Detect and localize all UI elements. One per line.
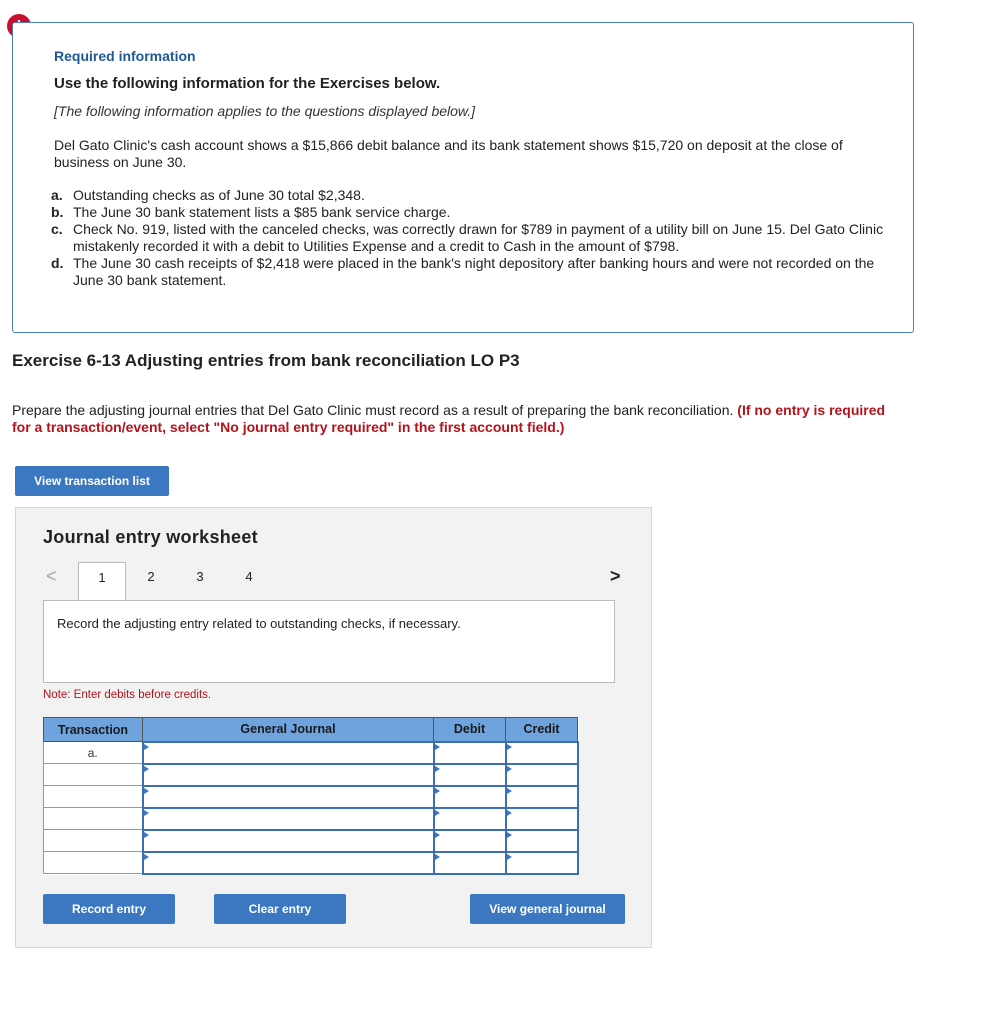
list-item — [51, 221, 891, 255]
transaction-header: Transaction — [44, 718, 143, 742]
list-letter: a. — [51, 187, 63, 203]
list-text: Outstanding checks as of June 30 total $2,348. — [73, 187, 365, 203]
list-letter: b. — [51, 204, 64, 220]
table-row — [44, 742, 578, 764]
account-select[interactable] — [143, 830, 434, 852]
required-information-panel — [12, 22, 914, 333]
credit-input[interactable] — [506, 808, 578, 830]
credit-input[interactable] — [506, 786, 578, 808]
credit-input[interactable] — [506, 830, 578, 852]
credit-input[interactable] — [506, 764, 578, 786]
instruction-heading: Use the following information for the Exercises below. — [54, 75, 441, 92]
tab-1[interactable]: 1 — [78, 562, 126, 600]
journal-table — [43, 717, 579, 875]
table-row — [44, 830, 578, 852]
credit-input[interactable] — [506, 742, 578, 764]
view-transaction-list-button[interactable]: View transaction list — [15, 466, 169, 496]
debit-input[interactable] — [434, 742, 506, 764]
list-text: The June 30 bank statement lists a $85 bank service charge. — [73, 204, 451, 220]
table-row — [44, 764, 578, 786]
credit-header: Credit — [506, 718, 578, 742]
debit-header: Debit — [434, 718, 506, 742]
worksheet-title: Journal entry worksheet — [43, 527, 258, 547]
transaction-cell — [44, 830, 143, 852]
transaction-cell — [44, 764, 143, 786]
debit-credit-note: Note: Enter debits before credits. — [43, 689, 212, 701]
prompt-note: (If no entry is required for a transaction/event, select "No journal entry required" in the first account field.) — [12, 402, 886, 435]
tab-3[interactable]: 3 — [196, 569, 204, 584]
required-information-heading: Required information — [54, 48, 196, 64]
debit-input[interactable] — [434, 852, 506, 874]
list-text: Check No. 919, listed with the canceled checks, was correctly drawn for $789 in payment of a utility bill on June 15. Del Gato Clinic mistakenly recorded it with a debit to Utilities Expense and a credit to Cash in the amount of $798. — [73, 221, 884, 254]
list-letter: d. — [51, 255, 64, 271]
general-journal-header: General Journal — [143, 718, 434, 742]
list-item — [51, 255, 891, 289]
applies-note: [The following information applies to the questions displayed below.] — [54, 103, 476, 119]
chevron-left-icon[interactable]: < — [46, 566, 57, 586]
debit-input[interactable] — [434, 786, 506, 808]
transaction-cell — [44, 808, 143, 830]
account-select[interactable] — [143, 742, 434, 764]
list-letter: c. — [51, 221, 63, 237]
transaction-cell: a. — [44, 742, 143, 764]
transaction-cell — [44, 852, 143, 874]
question-box — [43, 600, 615, 683]
account-select[interactable] — [143, 852, 434, 874]
debit-input[interactable] — [434, 830, 506, 852]
debit-input[interactable] — [434, 808, 506, 830]
account-select[interactable] — [143, 786, 434, 808]
transaction-cell — [44, 786, 143, 808]
tab-4[interactable]: 4 — [245, 569, 253, 584]
view-general-journal-button[interactable]: View general journal — [470, 894, 625, 924]
record-entry-button[interactable]: Record entry — [43, 894, 175, 924]
chevron-right-icon[interactable]: > — [610, 566, 621, 586]
prompt-text: Prepare the adjusting journal entries that Del Gato Clinic must record as a result of preparing the bank reconciliation. — [12, 402, 734, 418]
question-text: Record the adjusting entry related to outstanding checks, if necessary. — [57, 616, 461, 631]
table-row — [44, 808, 578, 830]
list-text: The June 30 cash receipts of $2,418 were placed in the bank's night depository after banking hours and were not recorded on the June 30 bank statement. — [73, 255, 875, 288]
debit-input[interactable] — [434, 764, 506, 786]
account-select[interactable] — [143, 764, 434, 786]
clear-entry-button[interactable]: Clear entry — [214, 894, 346, 924]
credit-input[interactable] — [506, 852, 578, 874]
table-row — [44, 852, 578, 874]
account-select[interactable] — [143, 808, 434, 830]
table-row — [44, 786, 578, 808]
tab-2[interactable]: 2 — [147, 569, 155, 584]
list-item — [51, 204, 891, 221]
journal-entry-worksheet — [15, 507, 652, 948]
exercise-title: Exercise 6-13 Adjusting entries from bank reconciliation LO P3 — [12, 351, 520, 370]
exercise-prompt — [12, 402, 902, 436]
scenario-paragraph: Del Gato Clinic's cash account shows a $15,866 debit balance and its bank statement shows $15,720 on deposit at the close of business on June 30. — [54, 137, 843, 170]
scenario-list — [51, 187, 891, 289]
list-item — [51, 187, 891, 204]
